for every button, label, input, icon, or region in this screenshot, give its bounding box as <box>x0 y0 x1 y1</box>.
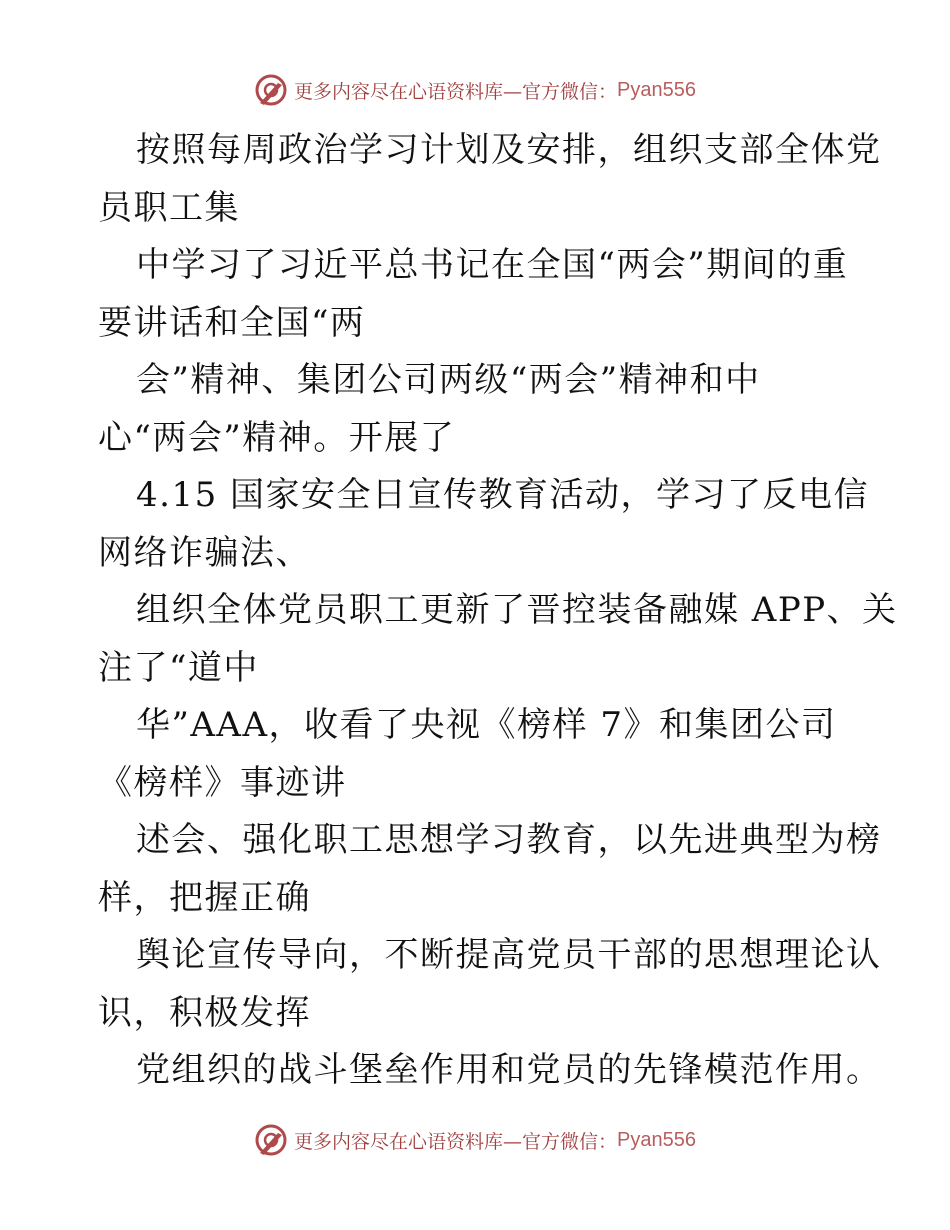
watermark-wechat-id: Pyan556 <box>617 78 696 101</box>
watermark-wechat-id: Pyan556 <box>617 1128 696 1151</box>
paragraph-line: 注了“道中 <box>98 647 259 688</box>
paragraph-line: 按照每周政治学习计划及安排，组织支部全体党 <box>136 130 882 170</box>
footer-watermark <box>0 1120 950 1160</box>
paragraph-line: 组织全体党员职工更新了晋控装备融媒 APP、关 <box>136 590 898 630</box>
document-body <box>98 122 898 1100</box>
paragraph-line: 要讲话和全国“两 <box>98 302 366 343</box>
paragraph-line: 样，把握正确 <box>98 877 311 918</box>
watermark-text: 更多内容尽在心语资料库—官方微信： <box>294 1130 618 1153</box>
paragraph-line: 会”精神、集团公司两级“两会”精神和中 <box>136 360 761 400</box>
paragraph-line: 党组织的战斗堡垒作用和党员的先锋模范作用。 <box>136 1050 882 1090</box>
paragraph-line: 舆论宣传导向，不断提高党员干部的思想理论认 <box>136 935 882 975</box>
paragraph-line: 心“两会”精神。开展了 <box>98 417 456 458</box>
paragraph-line: 4.15 国家安全日宣传教育活动，学习了反电信 <box>136 475 870 515</box>
paragraph-line: 华”AAA，收看了央视《榜样 7》和集团公司 <box>136 705 837 745</box>
header-watermark <box>0 70 950 110</box>
paragraph-line: 网络诈骗法、 <box>98 532 311 573</box>
pen-circle-icon <box>254 73 288 107</box>
pen-circle-icon <box>254 1123 288 1157</box>
watermark-text: 更多内容尽在心语资料库—官方微信： <box>294 80 618 103</box>
paragraph-line: 员职工集 <box>98 187 240 228</box>
paragraph-line: 述会、强化职工思想学习教育，以先进典型为榜 <box>136 820 882 860</box>
paragraph-line: 识，积极发挥 <box>98 992 311 1033</box>
paragraph-line: 中学习了习近平总书记在全国“两会”期间的重 <box>136 245 849 285</box>
paragraph-line: 《榜样》事迹讲 <box>98 762 347 803</box>
